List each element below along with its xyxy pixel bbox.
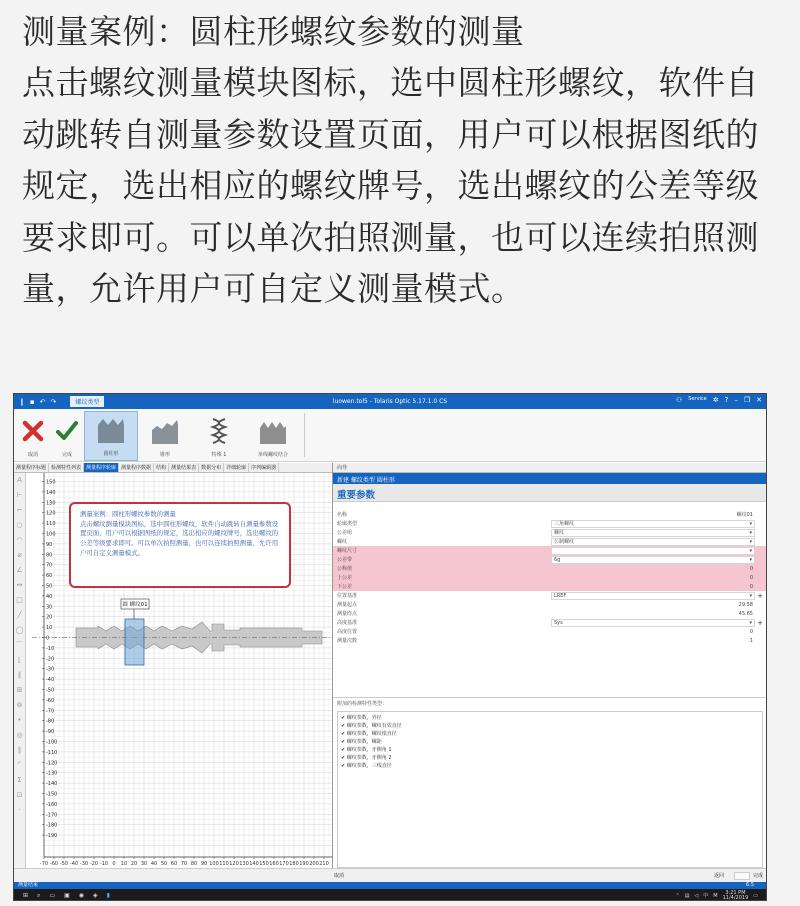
parameter-value[interactable] (551, 628, 755, 636)
view-tab[interactable]: 测量程序轮廓 (84, 463, 119, 472)
feature-label: 螺纹参数，螺纹有效直径 (346, 723, 402, 729)
feature-checkbox-item[interactable] (341, 714, 759, 722)
parameter-row (333, 528, 766, 537)
x-tick-label: 130 (239, 861, 249, 867)
checkmark-icon: ✔ (341, 739, 347, 745)
x-tick-label: -60 (49, 861, 59, 867)
ribbon-tab-thread-type[interactable]: 螺纹类型 (70, 396, 104, 407)
parallel-tool-icon[interactable]: ∥ (17, 746, 22, 754)
feature-checkbox-item[interactable] (341, 730, 759, 738)
parameter-value-text: 螺纹 (554, 530, 565, 536)
parameter-label: 公差组 (337, 530, 353, 536)
ribbon-separator (304, 413, 305, 457)
feature-label: 螺纹参数，螺距 (346, 739, 382, 745)
y-tick-label: 30 (46, 604, 53, 611)
wizard-tab[interactable]: 向导 (333, 463, 766, 473)
x-tick-label: -10 (99, 861, 109, 867)
corner-tool-icon[interactable]: ⌜ (17, 761, 22, 769)
parameter-value[interactable] (551, 574, 755, 582)
x-tick-label: 100 (209, 861, 219, 867)
x-tick-label: 70 (180, 861, 188, 867)
y-tick-label: 0 (46, 635, 50, 642)
y-tick-label: -90 (46, 729, 55, 736)
system-tray (675, 889, 758, 901)
text-tool-icon[interactable]: A (17, 476, 22, 484)
parameter-row (333, 591, 766, 600)
parameter-label: 公称值 (337, 566, 353, 572)
measurement-label: 圆 螺纹01 (122, 602, 148, 608)
parameter-select[interactable] (551, 619, 755, 627)
parameter-value-text: 1 (749, 637, 753, 644)
x-tick-label: 140 (249, 861, 259, 867)
x-tick-label: -20 (89, 861, 99, 867)
sum-tool-icon[interactable]: Σ (17, 776, 22, 784)
y-tick-label: -140 (46, 781, 58, 788)
checkmark-icon: ✔ (341, 731, 347, 737)
notification-icon[interactable]: ▭ (753, 892, 758, 899)
app-icon[interactable]: ◈ (93, 892, 98, 899)
parameter-label: 上公差 (337, 575, 353, 581)
x-tick-label: 150 (259, 861, 269, 867)
checkmark-icon: ✔ (341, 763, 347, 769)
parameter-value[interactable] (551, 511, 755, 519)
feature-checkbox-item[interactable] (341, 722, 759, 730)
feature-checkbox-item[interactable] (341, 738, 759, 746)
grid-tool-icon[interactable]: ⊞ (16, 686, 23, 694)
x-tick-label: 60 (170, 861, 178, 867)
y-tick-label: 60 (46, 573, 53, 580)
corner-tool-icon[interactable]: ⌊ (18, 656, 21, 664)
parameter-value[interactable] (551, 601, 755, 609)
parallel-tool-icon[interactable]: ∥ (17, 671, 22, 679)
parameter-value-text: 45.65 (738, 610, 753, 617)
parameter-row (333, 537, 766, 546)
y-tick-label: -130 (46, 770, 58, 777)
y-tick-label: 70 (46, 562, 53, 569)
parameter-label: 名称 (337, 512, 348, 518)
article-heading (22, 6, 792, 315)
footer-next-button[interactable] (734, 872, 750, 880)
feature-label: 螺纹参数，外径 (346, 715, 382, 721)
x-tick-label: 120 (229, 861, 239, 867)
parameter-value-text: 0 (749, 565, 753, 572)
software-screenshot (13, 393, 767, 901)
x-tick-label: 50 (160, 861, 168, 867)
y-tick-label: -160 (46, 801, 58, 808)
y-tick-label: -180 (46, 822, 58, 829)
feature-checkbox-item[interactable] (341, 754, 759, 762)
parameter-value-text: 0 (749, 628, 753, 635)
cylinder-thread-icon (96, 415, 126, 445)
y-tick-label: 40 (46, 593, 53, 600)
article-title: 测量案例：圆柱形螺纹参数的测量 (22, 12, 525, 51)
target-tool-icon[interactable]: ⊚ (16, 701, 23, 709)
feature-checkbox-item[interactable] (341, 762, 759, 770)
x-tick-label: -70 (39, 861, 49, 867)
article-body: 点击螺纹测量模块图标，选中圆柱形螺纹，软件自动跳转自测量参数设置页面，用户可以根据图纸的规定，选出相应的螺纹牌号，选出螺纹的公差等级要求即可。可以单次拍照测量，也可以连续拍照测量，允许用户可自定义测量模式。 (22, 63, 759, 309)
parameter-label: 螺纹尺寸 (337, 548, 358, 554)
circle-tool-icon[interactable]: ○ (16, 521, 23, 529)
view-tab[interactable]: 结构 (154, 463, 169, 472)
parameter-select[interactable] (551, 592, 755, 600)
parameter-value[interactable] (551, 610, 755, 618)
y-tick-label: 80 (46, 552, 53, 559)
y-tick-label: 150 (46, 479, 56, 486)
wizard-header: 新建 螺纹类型 圆柱形 (333, 473, 766, 484)
annotation-note-title: 测量案例：圆柱形螺纹参数的测量 (80, 510, 176, 518)
parameter-select[interactable] (551, 520, 755, 528)
parameter-value[interactable] (551, 637, 755, 645)
line-tool-icon[interactable]: ⌐ (16, 506, 23, 514)
settings-icon[interactable]: ✲ (712, 396, 719, 404)
parameter-label: 轮廓类型 (337, 521, 358, 527)
user-icon[interactable]: ⚇ (675, 396, 683, 404)
clock-time: 3:21 PM (725, 889, 746, 896)
arc-tool-icon[interactable]: ◠ (16, 536, 23, 544)
single-combined-button[interactable] (246, 411, 300, 461)
x-tick-label: 30 (140, 861, 148, 867)
y-tick-label: 90 (46, 541, 53, 548)
y-tick-label: -60 (46, 697, 55, 704)
checkmark-icon: ✔ (341, 755, 347, 761)
parameter-label: 高度位置 (337, 629, 358, 635)
x-tick-label: -40 (69, 861, 79, 867)
single-combined-thread-icon (258, 416, 288, 446)
feature-label: 螺纹参数，牙侧角 2 (346, 755, 392, 761)
y-tick-label: -150 (46, 791, 58, 798)
parameter-label: 测量终点 (337, 611, 358, 617)
file-icon[interactable]: ❙ (19, 397, 25, 406)
view-tab[interactable]: 测量结果表 (169, 463, 199, 472)
parameter-row (333, 519, 766, 528)
search-icon[interactable]: ⌕ (37, 891, 41, 899)
save-icon[interactable]: ▪ (29, 397, 35, 406)
input-language[interactable]: 中 (703, 893, 709, 899)
status-value: 6.5 (746, 882, 754, 888)
x-tick-label: 10 (120, 861, 128, 867)
chevron-down-icon: ▾ (749, 547, 752, 554)
parameter-row (333, 609, 766, 618)
slash-tool-icon[interactable]: ╱ (17, 611, 22, 619)
parameter-row (333, 582, 766, 591)
parameter-value-text: 0 (749, 574, 753, 581)
y-tick-label: 100 (46, 531, 56, 538)
parameter-select[interactable] (551, 538, 755, 546)
close-icon[interactable]: ✕ (756, 396, 762, 404)
feature-label: 螺纹参数，三线直径 (346, 763, 392, 769)
chevron-down-icon: ▾ (749, 592, 752, 599)
file-explorer-icon[interactable]: ▣ (64, 892, 70, 899)
x-tick-label: 190 (299, 861, 309, 867)
ime-icon[interactable]: M (713, 892, 718, 899)
parameter-row (333, 573, 766, 582)
square-tool-icon[interactable]: □ (16, 596, 23, 604)
y-tick-label: -110 (46, 749, 58, 756)
ribbon-toolbar (14, 409, 766, 462)
user-name[interactable]: Service (688, 396, 707, 402)
cancel-button[interactable] (16, 411, 50, 461)
parameter-select[interactable] (551, 556, 755, 564)
parameter-row (333, 600, 766, 609)
add-reference-button[interactable]: + (757, 591, 763, 600)
undo-icon[interactable]: ↶ (39, 397, 46, 406)
wizard-title: 重要参数 (333, 484, 766, 502)
parameter-value-text: 29.58 (738, 601, 753, 608)
additional-features (333, 697, 767, 870)
wizard-panel (332, 463, 766, 868)
chevron-down-icon: ▾ (749, 619, 752, 626)
y-tick-label: -120 (46, 760, 58, 767)
view-tabs (14, 463, 332, 473)
y-tick-label: -170 (46, 812, 58, 819)
parameter-value-text: 0 (749, 583, 753, 590)
active-app-icon[interactable]: ▮ (106, 892, 110, 899)
drawing-toolbar (14, 473, 26, 868)
volume-icon[interactable]: ◁ (694, 892, 699, 899)
parameter-label: 公差带 (337, 557, 353, 563)
x-tick-label: 80 (190, 861, 198, 867)
parameter-row (333, 636, 766, 645)
cylinder-thread-button[interactable] (84, 411, 138, 461)
chevron-down-icon: ▾ (749, 556, 752, 563)
cylinder-thread-label: 圆柱形 (103, 451, 119, 457)
parameter-row (333, 546, 766, 555)
view-tab[interactable]: 测量程序数据 (119, 463, 154, 472)
window-title: luowen.tol5 - Tolaris Optic 5.17.1.0 CS (332, 398, 448, 405)
parameter-label: 高度基准 (337, 620, 358, 626)
window-titlebar (14, 394, 766, 409)
parameter-value-text: LREF (554, 592, 567, 599)
status-text: 测量结束 (18, 882, 39, 888)
parameter-select[interactable] (551, 529, 755, 537)
parameter-label: 下公差 (337, 584, 353, 590)
annotation-note (69, 502, 291, 588)
single-combined-label: 单线螺纹结合 (257, 452, 288, 458)
cancel-x-icon (22, 420, 44, 442)
chevron-down-icon: ▾ (749, 529, 752, 536)
network-icon[interactable]: ▤ (684, 892, 690, 899)
parameter-value[interactable] (551, 565, 755, 573)
parameter-label: 螺纹 (337, 539, 348, 545)
parameter-value-text: Sys (554, 619, 563, 626)
parameter-row (333, 618, 766, 627)
y-tick-label: -30 (46, 666, 55, 673)
parameter-row (333, 564, 766, 573)
x-tick-label: 110 (219, 861, 229, 867)
grid-tool-icon[interactable]: ⊡ (16, 791, 23, 799)
line-tool-icon[interactable]: ⊢ (16, 491, 23, 499)
window-controls (676, 396, 762, 404)
chevron-down-icon: ▾ (749, 538, 752, 545)
special-thread-button[interactable] (192, 411, 246, 461)
help-icon[interactable]: ? (724, 396, 729, 404)
parameter-select[interactable] (551, 547, 755, 555)
restore-icon[interactable]: ❐ (743, 396, 751, 404)
special-thread-label: 特殊 1 (211, 452, 227, 458)
cone-thread-button[interactable] (138, 411, 192, 461)
tray-arrow-icon[interactable]: ⌃ (675, 892, 680, 899)
clock-date: 11/4/2019 (722, 894, 749, 901)
clock[interactable] (723, 891, 749, 901)
checkmark-icon: ✔ (341, 747, 347, 753)
redo-icon[interactable]: ↷ (50, 397, 57, 406)
y-tick-label: -20 (46, 656, 55, 663)
parameter-row (333, 555, 766, 564)
point-tool-icon[interactable]: • (17, 716, 22, 724)
x-tick-label: 210 (319, 861, 329, 867)
parameter-row (333, 510, 766, 519)
y-tick-label: 140 (46, 489, 56, 496)
y-tick-label: 10 (46, 625, 53, 632)
x-tick-label: 20 (130, 861, 138, 867)
windows-start-icon[interactable]: ⊞ (23, 892, 29, 899)
angle-tool-icon[interactable]: ∠ (16, 566, 23, 574)
x-tick-label: -50 (59, 861, 69, 867)
x-tick-label: 200 (309, 861, 319, 867)
x-tick-label: 170 (279, 861, 289, 867)
circle-tool-icon[interactable]: ◯ (15, 626, 24, 634)
x-tick-label: 0 (112, 861, 116, 867)
x-tick-label: 90 (200, 861, 208, 867)
y-tick-label: 130 (46, 500, 56, 507)
ring-tool-icon[interactable]: ◎ (16, 731, 23, 739)
feature-label: 螺纹参数，牙侧角 1 (346, 747, 392, 753)
distance-tool-icon[interactable]: ↔ (16, 581, 23, 589)
checkmark-icon: ✔ (341, 715, 347, 721)
parameter-list (333, 510, 766, 645)
finish-button-label: 完成 (61, 452, 72, 458)
cancel-button-label: 取消 (27, 452, 38, 458)
y-tick-label: -70 (46, 708, 55, 715)
footer-cancel-button[interactable]: 取消 (334, 873, 345, 879)
parameter-value-text: 三角螺纹 (554, 521, 575, 527)
footer-back-button[interactable]: 返回 (714, 873, 725, 879)
parameter-row (333, 627, 766, 636)
chevron-down-icon: ▾ (749, 520, 752, 527)
wizard-footer (14, 868, 766, 882)
task-view-icon[interactable]: ▭ (49, 892, 56, 899)
y-tick-label: -10 (46, 645, 55, 652)
additional-features-list (337, 711, 763, 868)
cone-thread-icon (150, 416, 180, 446)
y-tick-label: 50 (46, 583, 53, 590)
cone-thread-label: 锥形 (159, 452, 170, 458)
windows-taskbar (14, 889, 766, 901)
parameter-value[interactable] (551, 583, 755, 591)
footer-done-button[interactable]: 完成 (753, 873, 764, 879)
point-tool-icon[interactable]: · (18, 806, 21, 814)
parameter-value-text: 6g (554, 556, 561, 563)
special-thread-icon (204, 416, 234, 446)
add-reference-button[interactable]: + (757, 618, 763, 627)
x-tick-label: 160 (269, 861, 279, 867)
parameter-value-text: 公制螺纹 (554, 539, 575, 545)
finish-button[interactable] (50, 411, 84, 461)
view-tab[interactable]: 数据分布 (199, 463, 224, 472)
y-tick-label: -100 (46, 739, 58, 746)
y-tick-label: 20 (46, 614, 53, 621)
additional-features-title: 附加的检测特性类型： (333, 697, 767, 709)
x-tick-label: -30 (79, 861, 89, 867)
diameter-tool-icon[interactable]: ⌀ (17, 551, 22, 559)
checkmark-icon (56, 420, 78, 442)
y-tick-label: -50 (46, 687, 55, 694)
y-tick-label: -40 (46, 677, 55, 684)
measurement-window[interactable] (125, 619, 144, 665)
view-tab[interactable]: 测量程序标题 (14, 463, 49, 472)
y-tick-label: 110 (46, 521, 56, 528)
x-tick-label: 180 (289, 861, 299, 867)
tangent-tool-icon[interactable]: ⌒ (16, 641, 23, 649)
parameter-value-text: 螺纹01 (736, 512, 753, 518)
y-tick-label: 120 (46, 510, 56, 517)
y-tick-label: -80 (46, 718, 55, 725)
feature-label: 螺纹参数，螺纹根直径 (346, 731, 397, 737)
view-tab[interactable]: 检测特性列表 (49, 463, 84, 472)
checkmark-icon: ✔ (341, 723, 347, 729)
y-tick-label: -190 (46, 833, 58, 840)
app-icon[interactable]: ◉ (78, 892, 84, 899)
parameter-label: 位置基准 (337, 593, 358, 599)
x-tick-label: 40 (150, 861, 158, 867)
feature-checkbox-item[interactable] (341, 746, 759, 754)
parameter-label: 测量次数 (337, 638, 358, 644)
minimize-icon[interactable]: – (734, 396, 738, 404)
view-tab[interactable]: 序列编辑器 (249, 463, 279, 472)
parameter-label: 测量起点 (337, 602, 358, 608)
view-tab[interactable]: 详细轮廓 (224, 463, 249, 472)
annotation-note-body: 点击螺纹测量模块图标，选中圆柱形螺纹，软件自动跳转自测量参数设置页面，用户可以根据图纸的规定，选出相应的螺纹牌号，选出螺纹的公差等级要求即可。可以单次拍照测量，也可以连续拍照测量，允许用户可自定义测量模式。 (80, 519, 279, 557)
app-statusbar (14, 882, 766, 889)
